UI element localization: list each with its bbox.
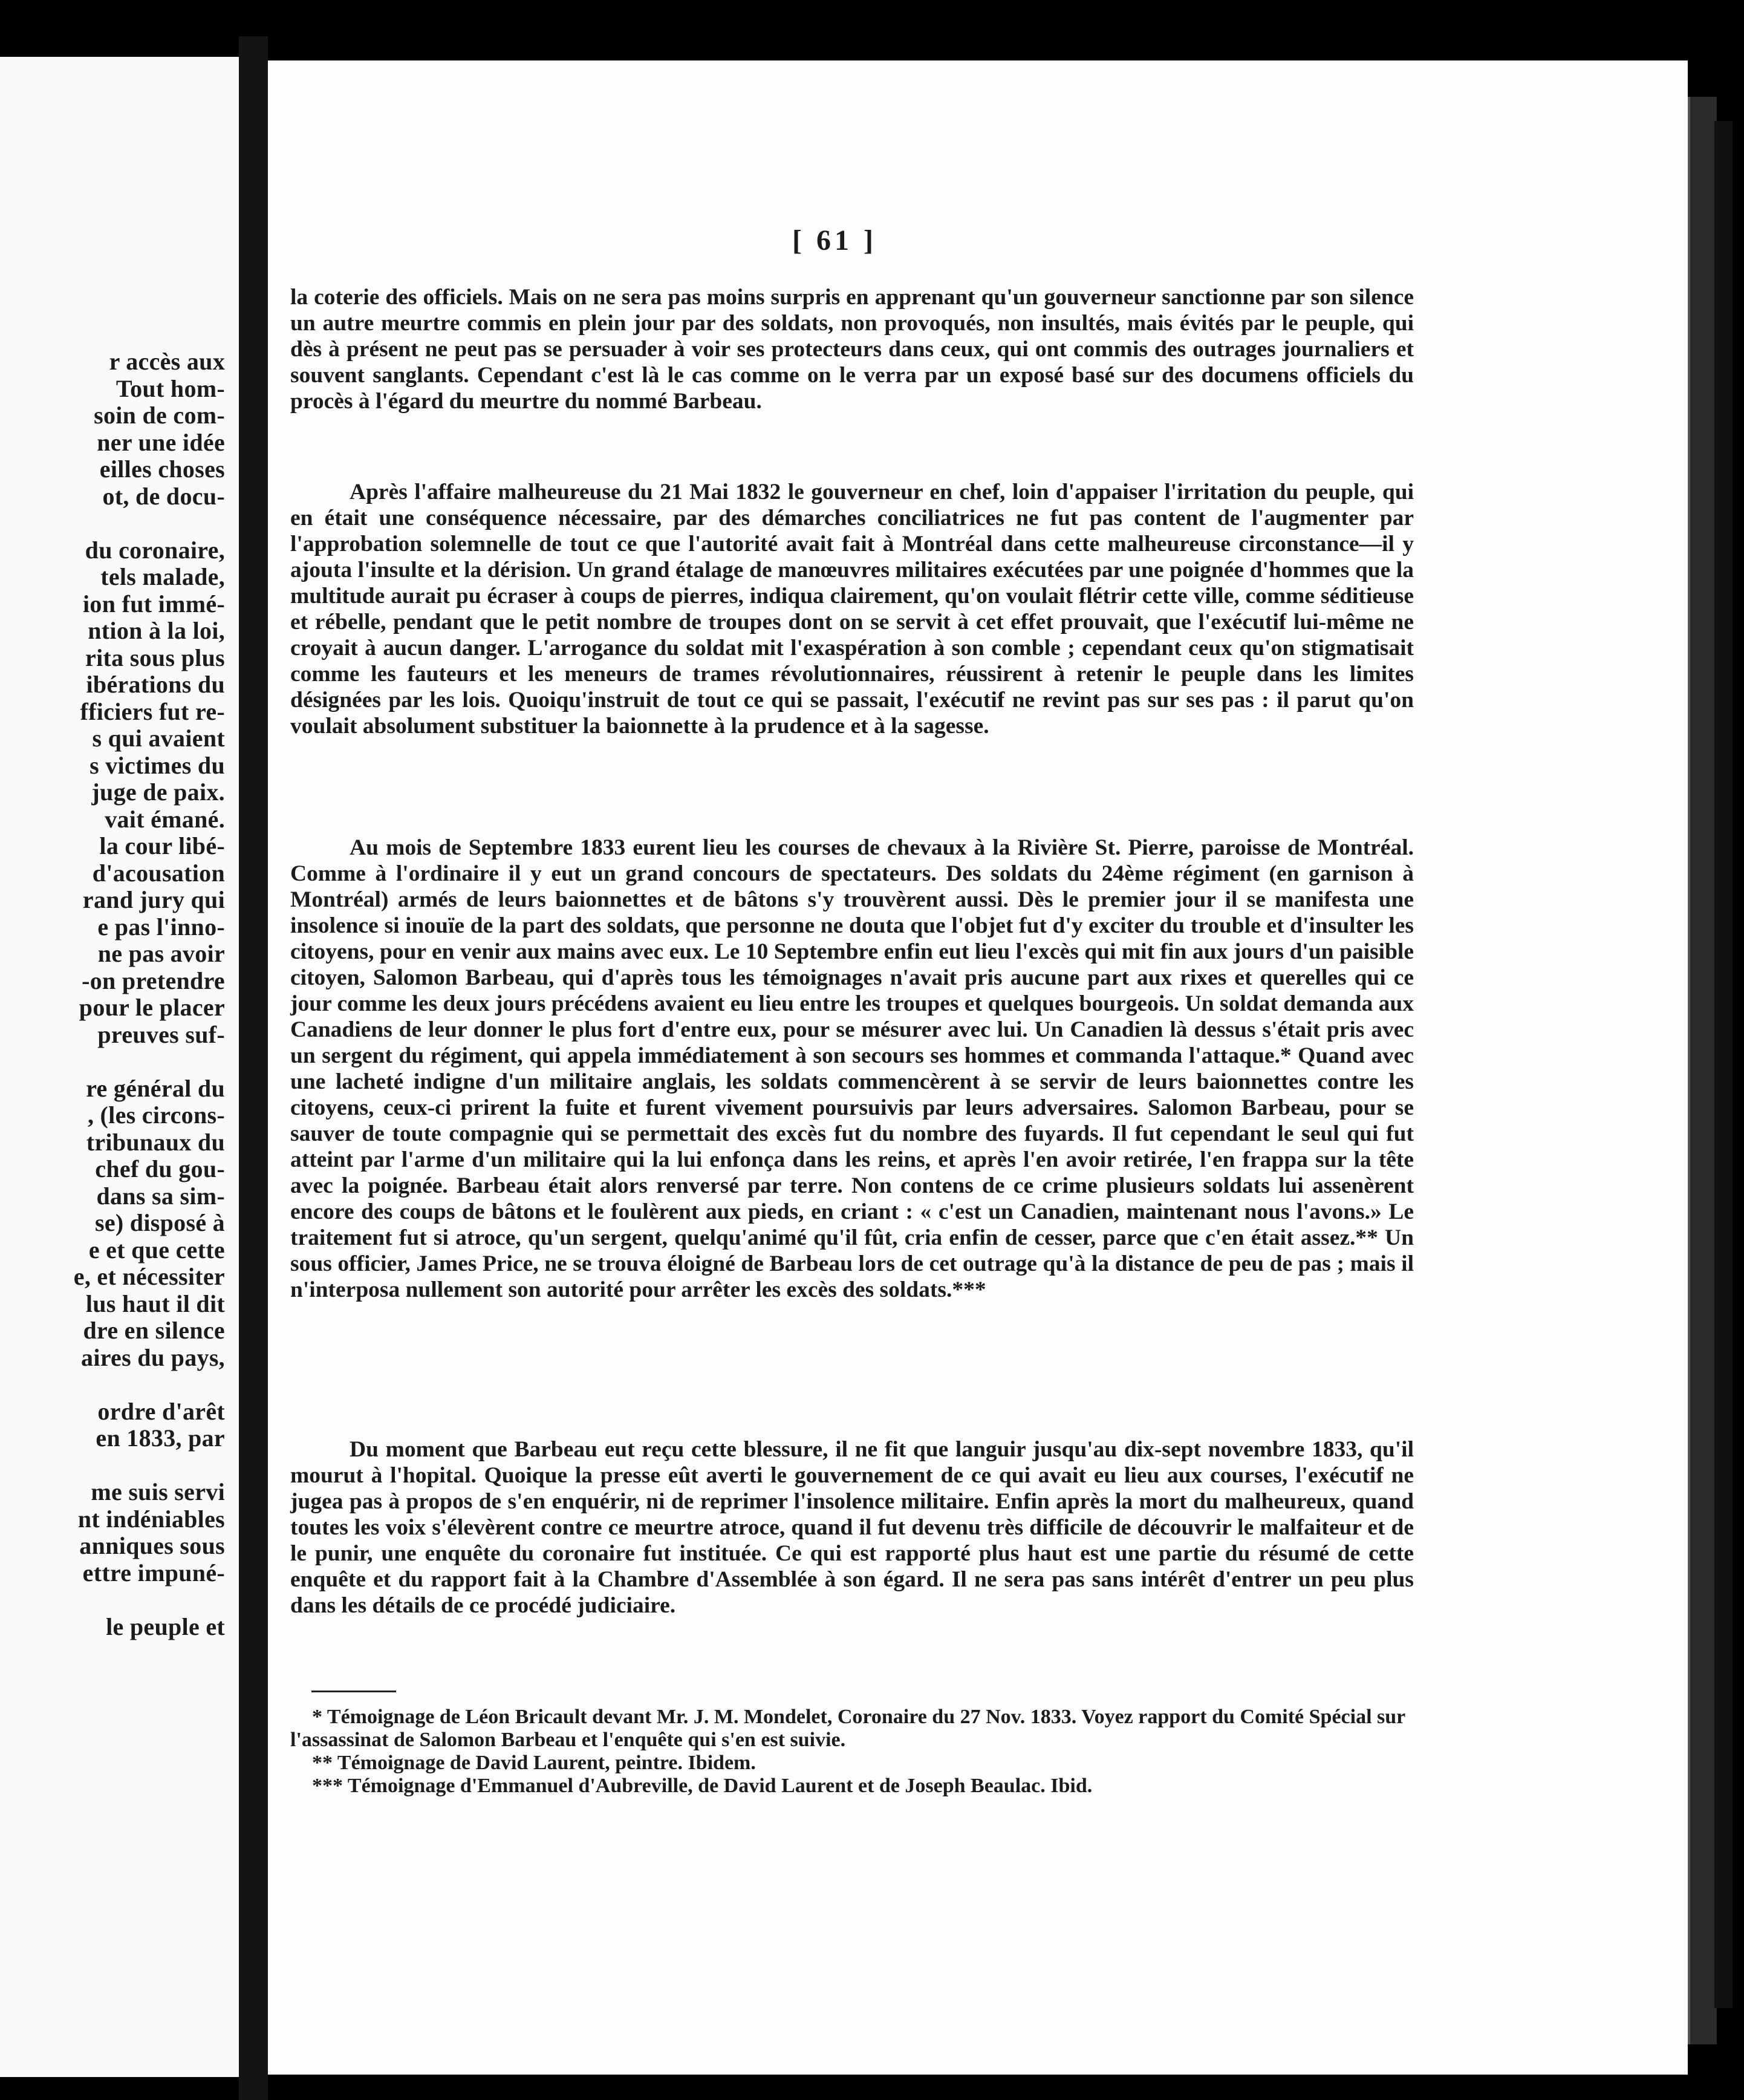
left-column-line: s qui avaient xyxy=(92,725,225,752)
footnote-2: ** Témoignage de David Laurent, peintre. Ibidem. xyxy=(312,1752,756,1774)
left-column-line: juge de paix. xyxy=(91,778,225,806)
left-column-line: du coronaire, xyxy=(85,536,225,564)
left-column-line: e pas l'inno- xyxy=(97,913,225,941)
paragraph-text: Après l'affaire malheureuse du 21 Mai 1832 le gouverneur en chef, loin d'appaiser l'irritation du peuple, qui en était une conséquence nécessaire, par des démarches conciliatrices ne fut pas content de l'augmenter par l'approbation solemnelle de tout ce que l'autorité avait fait à Montréal dans cette malheureuse circonstance—il y ajouta l'insulte et la dérision. Un grand étalage de manœuvres militaires exécutées par une poignée d'hommes que la multitude aurait pu écraser à coups de pierres, indiqua clairement, qu'on voulait flétrir cette ville, comme séditieuse et rébelle, pendant que le petit nombre de troupes dont on se servit à cet effet prouvait, que l'exécutif lui-même ne croyait à aucun danger. L'arrogance du soldat mit l'exaspération à son comble ; cependant ceux qu'on stigmatisait comme les fauteurs et les meneurs de trames révolutionnaires, réussirent à retenir le peuple dans les limites désignées par les lois. Quoiqu'instruit de tout ce qui se passait, l'exécutif ne revint pas sur ses pas : il parut qu'on voulait absolument substituer la baionnette à la prudence et à la sagesse. xyxy=(290,480,1414,739)
left-column-line: ettre impuné- xyxy=(82,1559,225,1586)
left-column-line: rand jury qui xyxy=(82,886,225,913)
left-column-line: e, et nécessiter xyxy=(73,1263,225,1290)
left-column-line: soin de com- xyxy=(94,402,225,429)
left-column-line: le peuple et xyxy=(106,1612,225,1640)
left-column-line: ne pas avoir xyxy=(97,940,225,967)
paragraph-text: Au mois de Septembre 1833 eurent lieu les courses de chevaux à la Rivière St. Pierre, paroisse de Montréal. Comme à l'ordinaire il y eut un grand concours de spectateurs. Des soldats du 24ème régiment (en garnison à Montréal) armés de leurs baionnettes et de bâtons s'y trouvèrent aussi. Dès le premier jour il se manifesta une insolence si inouïe de la part des soldats, que personne ne douta que l'objet fut d'y exciter du trouble et d'insulter les citoyens, pour en venir aux mains avec eux. Le 10 Septembre enfin eut lieu l'excès qui mit fin aux jours d'un paisible citoyen, Salomon Barbeau, qui d'après tous les témoignages n'avait pris aucune part aux rixes et querelles qui ce jour comme les deux jours précédens avaient eu lieu entre les troupes et quelques bourgeois. Un soldat demanda aux Canadiens de leur donner le plus fort d'entre eux, pour se mésurer avec lui. Un Canadien là dessus s'était pris avec un sergent du régiment, qui appela immédiatement à son secours ses hommes et commanda l'attaque.* Quand avec une lacheté indigne d'un militaire anglais, les soldats commencèrent à se servir de leurs baionnettes contre les citoyens, ceux-ci prirent la fuite et furent vivement poursuivis par leurs adversaires. Salomon Barbeau, pour se sauver de toute compagnie qui se permettait des excès fut du nombre des fuyards. Il fut cependant le seul qui fut atteint par l'arme d'un militaire qui la lui enfonça dans les reins, et après l'en avoir retirée, l'en frappa sur la tête avec la poignée. Barbeau était alors renversé par terre. Non contens de ce crime plusieurs soldats lui assenèrent encore des coups de bâtons et le foulèrent aux pieds, en criant : « c'est un Canadien, maintenant nous l'avons.» Le traitement fut si atroce, qu'un sergent, quelqu'animé qu'il fût, cria enfin de cesser, parce que c'en était assez.** Un sous officier, James Price, ne se trouva éloigné de Barbeau lors de cet outrage qu'à la distance de peu de pas ; mais il n'interposa nullement son autorité pour arrêter les excès des soldats.*** xyxy=(290,835,1414,1302)
paragraph-1 xyxy=(290,284,1414,414)
left-column-line: -on pretendre xyxy=(82,967,225,994)
paragraph-2 xyxy=(290,479,1414,739)
left-page xyxy=(0,57,239,2077)
book-gutter xyxy=(239,36,268,2100)
left-column-line: ordre d'arêt xyxy=(97,1397,225,1425)
left-column-line: preuves suf- xyxy=(97,1020,225,1048)
page-edge-dark xyxy=(1714,121,1733,2008)
page-edge xyxy=(1688,97,1717,2044)
left-column-line: ot, de docu- xyxy=(102,482,225,510)
left-column-line: ibérations du xyxy=(86,671,225,698)
left-column-line: ion fut immé- xyxy=(83,590,225,618)
paragraph-4 xyxy=(290,1436,1414,1619)
left-column-line: en 1833, par xyxy=(96,1424,225,1452)
paragraph-text: la coterie des officiels. Mais on ne sera pas moins surpris en apprenant qu'un gouverneur sanctionne par son silence un autre meurtre commis en plein jour par des soldats, non provoqués, non insultés, mais évités par le peuple, qui dès à présent ne peut pas se persuader à voir ses protecteurs dans ceux, qui ont commis des outrages journaliers et souvent sanglants. Cependant c'est là le cas comme on le verra par un exposé basé sur des documens officiels du procès à l'égard du meurtre du nommé Barbeau. xyxy=(290,285,1414,414)
left-column-line: rita sous plus xyxy=(85,644,225,671)
left-column-line: vait émané. xyxy=(105,805,225,833)
left-column-line: tels malade, xyxy=(100,563,225,590)
paragraph-3 xyxy=(290,835,1414,1303)
left-column-line: re général du xyxy=(86,1074,225,1102)
left-column-line: ntion à la loi, xyxy=(88,617,225,644)
left-column-line: lus haut il dit xyxy=(85,1290,225,1317)
left-column-line: s victimes du xyxy=(89,751,225,779)
left-column-line: d'acousation xyxy=(92,859,225,887)
left-column-line: nt indéniables xyxy=(77,1505,225,1533)
left-column-line: r accès aux xyxy=(109,348,225,375)
footnote-3: *** Témoignage d'Emmanuel d'Aubreville, de David Laurent et de Joseph Beaulac. Ibid. xyxy=(312,1775,1093,1797)
left-column-line: ner une idée xyxy=(97,428,225,456)
left-column-line: pour le placer xyxy=(79,994,225,1021)
left-column-line: Tout hom- xyxy=(116,374,225,402)
footnote-1: * Témoignage de Léon Bricault devant Mr. J. M. Mondelet, Coronaire du 27 Nov. 1833. Voyez rapport du Comité Spécial sur l'assassinat de Salomon Barbeau et l'enquête qui s'en est suivie. xyxy=(290,1706,1405,1751)
left-column-line: dre en silence xyxy=(83,1317,225,1344)
left-column-line: se) disposé à xyxy=(94,1209,225,1236)
left-column-line: la cour libé- xyxy=(99,832,225,859)
left-column-line: chef du gou- xyxy=(95,1155,225,1182)
left-column-line: eilles choses xyxy=(99,455,225,483)
footnote-divider xyxy=(311,1691,396,1692)
paragraph-text: Du moment que Barbeau eut reçu cette blessure, il ne fit que languir jusqu'au dix-sept novembre 1833, qu'il mourut à l'hopital. Quoique la presse eût averti le gouvernement de ce qui avait eu lieu aux courses, l'exécutif ne jugea pas à propos de s'en enquérir, ni de reprimer l'insolence militaire. Enfin après la mort du malheureux, quand toutes les voix s'élevèrent contre ce meurtre atroce, quand il fut devenu très difficile de découvrir le malfaiteur et de le punir, une enquête du coronaire fut instituée. Ce qui est rapporté plus haut est une partie du résumé de cette enquête et du rapport fait à la Chambre d'Assemblée à son égard. Il ne sera pas sans intérêt d'entrer un peu plus dans les détails de ce procédé judiciaire. xyxy=(290,1437,1414,1618)
left-column-line: tribunaux du xyxy=(86,1128,225,1156)
left-column-line: e et que cette xyxy=(88,1236,225,1264)
page-number: [ 61 ] xyxy=(792,224,877,256)
left-column-line: me suis servi xyxy=(91,1478,225,1505)
left-column-line: aires du pays, xyxy=(81,1343,225,1371)
footnotes xyxy=(290,1706,1414,1798)
left-column-line: dans sa sim- xyxy=(96,1182,225,1210)
left-column-line: fficiers fut re- xyxy=(80,697,225,725)
left-column-line: anniques sous xyxy=(79,1532,225,1559)
left-column-line: , (les circons- xyxy=(87,1101,225,1129)
